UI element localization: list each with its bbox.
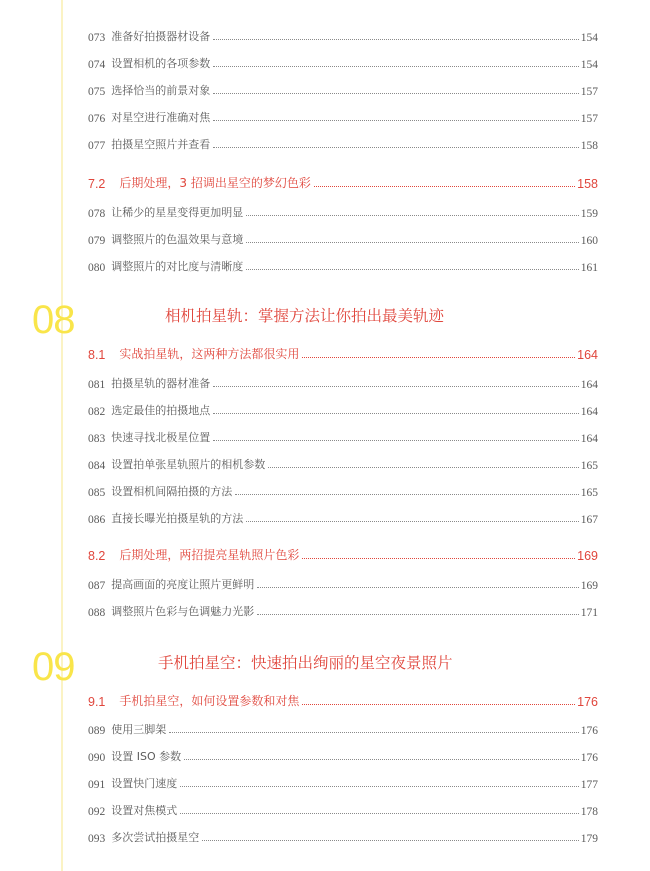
entry-number: 081 [88, 379, 106, 391]
entry-page: 157 [580, 113, 598, 125]
entry-title: 让稀少的星星变得更加明显 [111, 206, 244, 219]
toc-entry[interactable] [88, 744, 598, 764]
entry-number: 079 [88, 235, 106, 247]
section-title: 实战拍星轨，这两种方法都很实用 [119, 347, 300, 361]
entry-page: 157 [580, 86, 598, 98]
toc-entry[interactable] [88, 572, 598, 592]
chapter-number: 08 [32, 298, 75, 342]
leader-dots [246, 521, 579, 522]
leader-dots [257, 587, 579, 588]
leader-dots [213, 66, 579, 67]
toc-section-heading[interactable] [88, 543, 598, 563]
section-title: 后期处理，3 招调出星空的梦幻色彩 [119, 176, 311, 190]
section-title: 后期处理，两招提亮星轨照片色彩 [119, 548, 300, 562]
entry-title: 设置快门速度 [111, 777, 178, 790]
leader-dots [235, 494, 579, 495]
toc-entry[interactable] [88, 398, 598, 418]
entry-page: 154 [580, 59, 598, 71]
entry-number: 076 [88, 113, 106, 125]
entry-page: 177 [580, 779, 598, 791]
leader-dots [184, 759, 579, 760]
section-page: 158 [577, 177, 598, 191]
toc-entry[interactable] [88, 254, 598, 274]
entry-title: 调整照片的对比度与清晰度 [111, 260, 244, 273]
entry-title: 调整照片的色温效果与意境 [111, 233, 244, 246]
section-page: 164 [577, 348, 598, 362]
entry-title: 准备好拍摄器材设备 [111, 30, 211, 43]
entry-title: 调整照片色彩与色调魅力光影 [111, 605, 255, 618]
entry-number: 077 [88, 140, 106, 152]
entry-title: 设置 ISO 参数 [111, 750, 182, 763]
entry-page: 165 [580, 487, 598, 499]
entry-page: 178 [580, 806, 598, 818]
entry-number: 073 [88, 32, 106, 44]
leader-dots [246, 215, 579, 216]
leader-dots [213, 440, 579, 441]
entry-title: 设置对焦模式 [111, 804, 178, 817]
entry-number: 086 [88, 514, 106, 526]
leader-dots [180, 786, 579, 787]
leader-dots [213, 413, 579, 414]
toc-entry[interactable] [88, 24, 598, 44]
entry-number: 092 [88, 806, 106, 818]
entry-page: 154 [580, 32, 598, 44]
entry-number: 093 [88, 833, 106, 845]
entry-title: 拍摄星空照片并查看 [111, 138, 211, 151]
entry-page: 164 [580, 379, 598, 391]
entry-title: 对星空进行准确对焦 [111, 111, 211, 124]
entry-number: 088 [88, 607, 106, 619]
leader-dots [302, 558, 575, 559]
section-number: 7.2 [88, 177, 106, 191]
entry-page: 164 [580, 433, 598, 445]
entry-number: 085 [88, 487, 106, 499]
entry-page: 179 [580, 833, 598, 845]
entry-page: 158 [580, 140, 598, 152]
toc-section-heading[interactable] [88, 689, 598, 709]
leader-dots [180, 813, 579, 814]
leader-dots [202, 840, 579, 841]
entry-title: 使用三脚架 [111, 723, 167, 736]
leader-dots [257, 614, 579, 615]
entry-page: 167 [580, 514, 598, 526]
toc-entry[interactable] [88, 479, 598, 499]
section-page: 176 [577, 695, 598, 709]
leader-dots [246, 242, 579, 243]
chapter-title[interactable]: 相机拍星轨：掌握方法让你拍出最美轨迹 [165, 307, 445, 325]
toc-section-heading[interactable] [88, 342, 598, 362]
entry-title: 多次尝试拍摄星空 [111, 831, 200, 844]
toc-entry[interactable] [88, 51, 598, 71]
toc-entry[interactable] [88, 452, 598, 472]
leader-dots [302, 357, 575, 358]
entry-page: 169 [580, 580, 598, 592]
entry-number: 089 [88, 725, 106, 737]
entry-number: 084 [88, 460, 106, 472]
entry-number: 091 [88, 779, 106, 791]
section-page: 169 [577, 549, 598, 563]
leader-dots [213, 386, 579, 387]
section-number: 9.1 [88, 695, 106, 709]
entry-page: 164 [580, 406, 598, 418]
entry-number: 078 [88, 208, 106, 220]
toc-entry[interactable] [88, 717, 598, 737]
leader-dots [213, 39, 579, 40]
leader-dots [213, 120, 579, 121]
entry-title: 快速寻找北极星位置 [111, 431, 211, 444]
toc-entry[interactable] [88, 132, 598, 152]
toc-entry[interactable] [88, 78, 598, 98]
leader-dots [246, 269, 579, 270]
toc-entry[interactable] [88, 825, 598, 845]
toc-entry[interactable] [88, 599, 598, 619]
entry-title: 设置相机间隔拍摄的方法 [111, 485, 233, 498]
chapter-title[interactable]: 手机拍星空：快速拍出绚丽的星空夜景照片 [158, 654, 453, 672]
entry-page: 159 [580, 208, 598, 220]
entry-title: 设置相机的各项参数 [111, 57, 211, 70]
entry-page: 176 [580, 752, 598, 764]
section-title: 手机拍星空，如何设置参数和对焦 [119, 694, 300, 708]
entry-page: 160 [580, 235, 598, 247]
toc-entry[interactable] [88, 227, 598, 247]
entry-page: 161 [580, 262, 598, 274]
leader-dots [169, 732, 579, 733]
leader-dots [302, 704, 575, 705]
entry-number: 074 [88, 59, 106, 71]
leader-dots [314, 186, 575, 187]
entry-number: 087 [88, 580, 106, 592]
entry-title: 选定最佳的拍摄地点 [111, 404, 211, 417]
leader-dots [268, 467, 579, 468]
section-number: 8.2 [88, 549, 106, 563]
entry-number: 082 [88, 406, 106, 418]
toc-entry[interactable] [88, 425, 598, 445]
entry-number: 083 [88, 433, 106, 445]
toc-section-heading[interactable] [88, 171, 598, 191]
entry-page: 165 [580, 460, 598, 472]
entry-title: 选择恰当的前景对象 [111, 84, 211, 97]
entry-number: 075 [88, 86, 106, 98]
entry-page: 171 [580, 607, 598, 619]
toc-entry[interactable] [88, 105, 598, 125]
toc-entry[interactable] [88, 371, 598, 391]
entry-title: 设置拍单张星轨照片的相机参数 [111, 458, 266, 471]
entry-page: 176 [580, 725, 598, 737]
leader-dots [213, 147, 579, 148]
leader-dots [213, 93, 579, 94]
toc-entry[interactable] [88, 771, 598, 791]
entry-title: 拍摄星轨的器材准备 [111, 377, 211, 390]
toc-entry[interactable] [88, 506, 598, 526]
section-number: 8.1 [88, 348, 106, 362]
entry-number: 090 [88, 752, 106, 764]
entry-title: 提高画面的亮度让照片更鲜明 [111, 578, 255, 591]
toc-entry[interactable] [88, 200, 598, 220]
margin-rule [61, 0, 63, 871]
entry-title: 直接长曝光拍摄星轨的方法 [111, 512, 244, 525]
chapter-number: 09 [32, 645, 75, 689]
entry-number: 080 [88, 262, 106, 274]
toc-entry[interactable] [88, 798, 598, 818]
